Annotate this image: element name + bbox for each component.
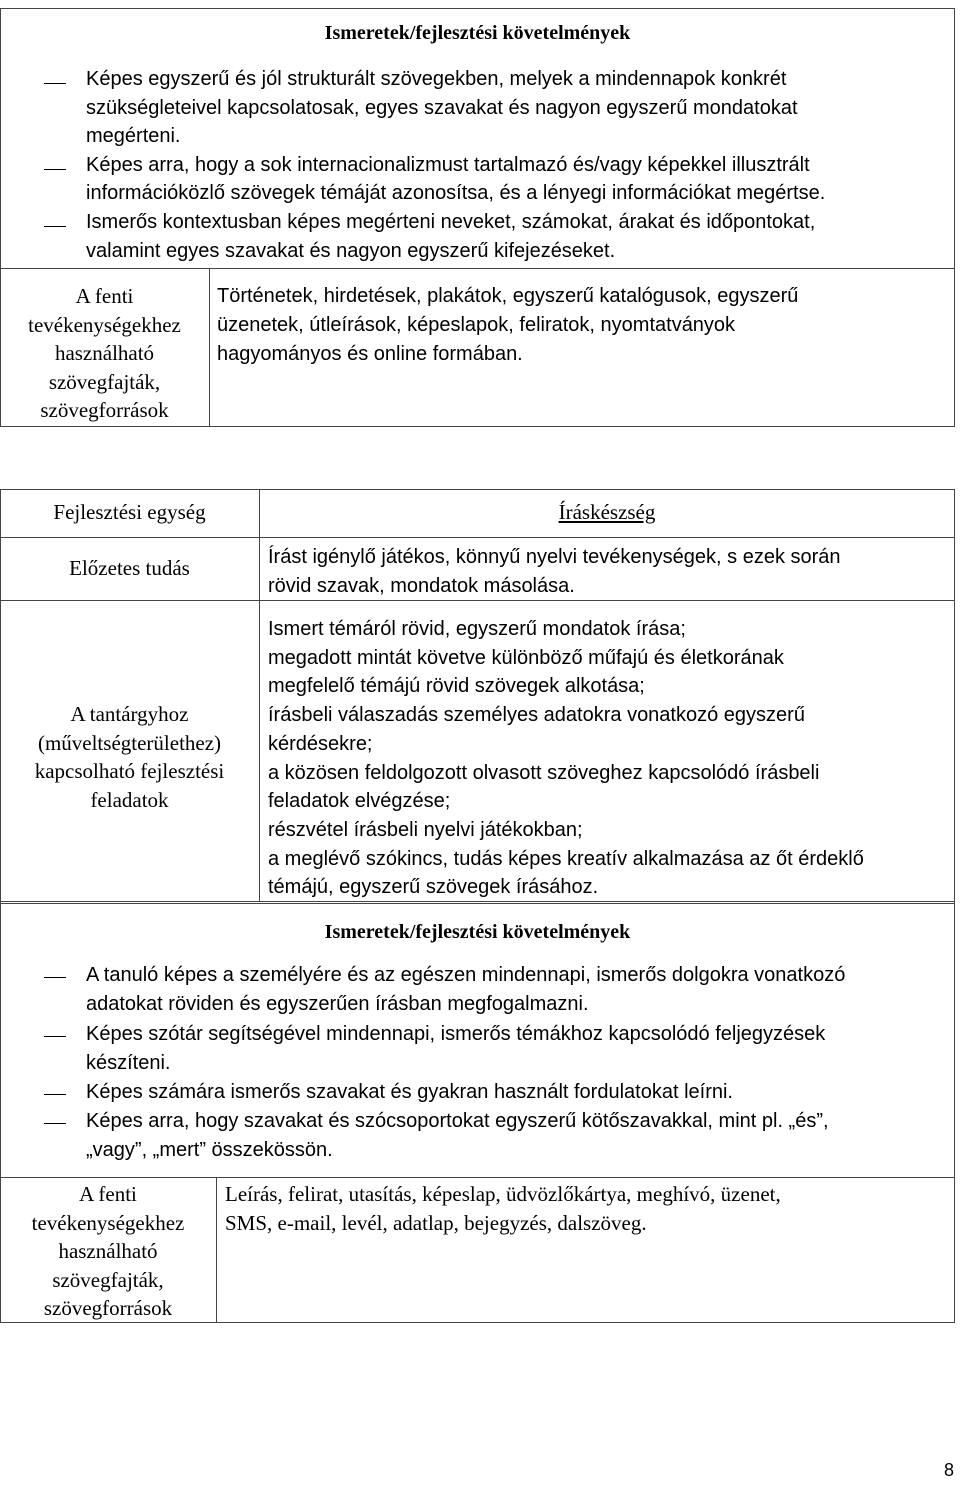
text-line: SMS, e-mail, levél, adatlap, bejegyzés, dalszöveg. <box>225 1210 647 1235</box>
label-line: feladatok <box>90 787 169 812</box>
text-line: Írást igénylő játékos, könnyű nyelvi tevékenységek, s ezek során <box>268 546 841 568</box>
divider <box>0 1177 955 1178</box>
task-line: feladatok elvégzése; <box>268 790 451 813</box>
requirements-header: Ismeretek/fejlesztési követelmények <box>324 22 631 44</box>
text-types-content <box>225 1180 945 1237</box>
item-line: adatokat röviden és egyszerűen írásban megfogalmazni. <box>86 993 589 1015</box>
page-number: 8 <box>943 1460 954 1480</box>
divider <box>0 600 955 601</box>
task-line: kérdésekre; <box>268 732 373 755</box>
item-line: készíteni. <box>86 1052 171 1074</box>
label-line: A tantárgyhoz <box>70 702 189 726</box>
divider <box>216 1177 217 1323</box>
text-line: üzenetek, útleírások, képeslapok, feliratok, nyomtatványok <box>217 314 736 336</box>
unit-label: Fejlesztési egység <box>53 500 206 524</box>
dash-marker <box>44 169 66 170</box>
label-line: kapcsolható fejlesztési <box>34 759 225 783</box>
label-line: használható <box>58 1239 158 1263</box>
task-line: témájú, egyszerű szövegek írásához. <box>268 876 599 899</box>
requirements-header: Ismeretek/fejlesztési követelmények <box>324 921 631 943</box>
label-line: szövegfajták, <box>52 1267 164 1292</box>
item-line: Képes arra, hogy szavakat és szócsoportokat egyszerű kötőszavakkal, mint pl. „és”, <box>86 1110 829 1132</box>
dash-marker <box>44 1094 66 1095</box>
task-line: Ismert témáról rövid, egyszerű mondatok írása; <box>268 618 686 640</box>
text-line: rövid szavak, mondatok másolása. <box>268 574 575 597</box>
dash-marker <box>44 1036 66 1037</box>
item-line: megérteni. <box>86 125 181 147</box>
text-types-label <box>0 1180 216 1323</box>
label-line: (műveltségterülethez) <box>37 730 222 755</box>
label-line: használható <box>54 341 155 365</box>
item-line: valamint egyes szavakat és nagyon egyszerű kifejezéseket. <box>86 240 616 262</box>
dash-marker <box>44 1123 66 1124</box>
item-line: Ismerős kontextusban képes megérteni neveket, számokat, árakat és időpontokat, <box>86 211 816 233</box>
dash-marker <box>44 226 66 227</box>
label-line: tevékenységekhez <box>28 312 181 337</box>
item-line: Képes szótár segítségével mindennapi, ismerős témákhoz kapcsolódó feljegyzések <box>86 1023 826 1045</box>
divider <box>259 489 260 901</box>
task-line: megadott mintát követve különböző műfajú és életkorának <box>268 646 784 669</box>
task-line: megfelelő témájú rövid szövegek alkotása; <box>268 675 645 698</box>
item-line: Képes arra, hogy a sok internacionalizmust tartalmazó és/vagy képekkel illusztrált <box>86 154 810 176</box>
item-line: Képes számára ismerős szavakat és gyakran használt fordulatokat leírni. <box>86 1081 733 1103</box>
label-line: szövegforrások <box>40 398 169 422</box>
dash-marker <box>44 83 66 84</box>
item-line: információközlő szövegek témáját azonosítsa, és a lényegi információkat megértse. <box>86 182 826 204</box>
label-line: szövegfajták, <box>48 369 161 394</box>
task-line: írásbeli válaszadás személyes adatokra vonatkozó egyszerű <box>268 704 805 727</box>
item-line: A tanuló képes a személyére és az egészen mindennapi, ismerős dolgokra vonatkozó <box>86 964 846 986</box>
text-line: Történetek, hirdetések, plakátok, egyszerű katalógusok, egyszerű <box>217 285 799 307</box>
task-line: a közösen feldolgozott olvasott szöveghez kapcsolódó írásbeli <box>268 761 820 784</box>
label-line: A fenti <box>79 1182 137 1206</box>
item-line: „vagy”, „mert” összekössön. <box>86 1139 333 1161</box>
label-line: szövegforrások <box>43 1296 173 1320</box>
item-line: szükségleteivel kapcsolatosak, egyes szavakat és nagyon egyszerű mondatokat <box>86 97 798 119</box>
task-line: részvétel írásbeli nyelvi játékokban; <box>268 818 583 841</box>
prior-knowledge-text <box>268 543 948 600</box>
unit-title: Íráskészség <box>558 500 656 524</box>
divider <box>0 268 955 269</box>
text-types-label <box>0 282 209 425</box>
task-line: a meglévő szókincs, tudás képes kreatív alkalmazása az őt érdeklő <box>268 847 864 870</box>
tasks-text <box>268 615 948 902</box>
item-line: Képes egyszerű és jól strukturált szövegekben, melyek a mindennapok konkrét <box>86 68 787 90</box>
dash-marker <box>44 977 66 978</box>
tasks-label <box>0 700 259 814</box>
label-line: tevékenységekhez <box>31 1210 185 1235</box>
divider <box>209 268 210 427</box>
label-line: A fenti <box>75 284 134 308</box>
text-line: Leírás, felirat, utasítás, képeslap, üdvözlőkártya, meghívó, üzenet, <box>225 1182 781 1206</box>
prior-knowledge-label: Előzetes tudás <box>69 556 190 580</box>
divider <box>0 537 955 538</box>
text-line: hagyományos és online formában. <box>217 343 523 365</box>
text-types-content <box>217 282 946 369</box>
